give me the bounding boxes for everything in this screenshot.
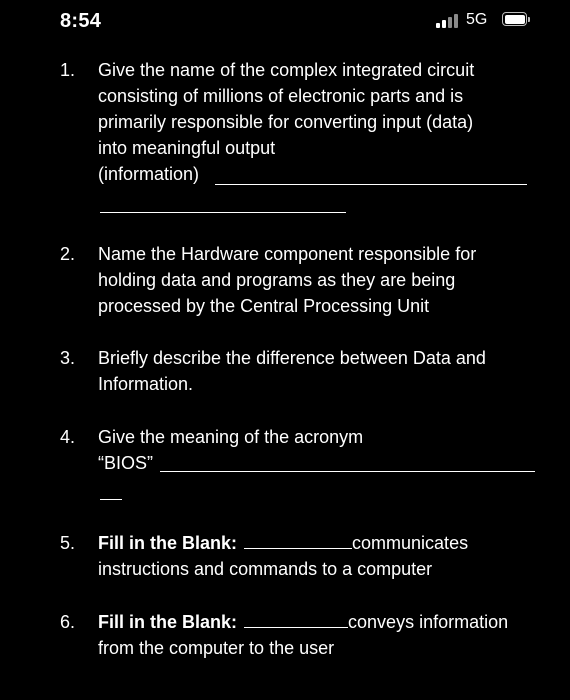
- question-5: [60, 530, 540, 584]
- question-text-line: Give the meaning of the acronym: [98, 427, 364, 447]
- fill-in-blank-label: Fill in the Blank:: [98, 612, 238, 632]
- question-text-line: consisting of millions of electronic parts and is: [98, 86, 464, 106]
- question-number: 1.: [60, 60, 76, 80]
- question-text: conveys information: [348, 612, 509, 632]
- question-4: [60, 424, 540, 504]
- question-text-line: into meaningful output: [98, 138, 276, 158]
- question-2: [60, 241, 540, 321]
- question-text-line: Name the Hardware component responsible for: [98, 244, 477, 264]
- status-bar: [0, 0, 570, 52]
- question-text-line: Briefly describe the difference between Data and: [98, 348, 486, 368]
- question-text-line: primarily responsible for converting input (data): [98, 112, 474, 132]
- question-text-line: Give the name of the complex integrated circuit: [98, 60, 475, 80]
- question-text-line: instructions and commands to a computer: [98, 559, 433, 579]
- question-text: communicates: [352, 533, 469, 553]
- question-6: [60, 609, 540, 663]
- question-number: 4.: [60, 427, 76, 447]
- question-number: 5.: [60, 533, 76, 553]
- question-number: 3.: [60, 348, 76, 368]
- battery-icon: [502, 12, 532, 28]
- fill-in-blank-label: Fill in the Blank:: [98, 533, 238, 553]
- question-text-line: Information.: [98, 374, 194, 394]
- answer-blank[interactable]: [215, 184, 527, 185]
- question-text-line: processed by the Central Processing Unit: [98, 296, 430, 316]
- question-text-line: “BIOS”: [98, 453, 154, 473]
- worksheet-content: [0, 52, 570, 700]
- network-type-label: 5G: [466, 11, 488, 28]
- question-text-line: from the computer to the user: [98, 638, 335, 658]
- question-3: [60, 345, 540, 399]
- answer-blank[interactable]: [100, 499, 122, 500]
- answer-blank[interactable]: [244, 530, 352, 549]
- question-number: 2.: [60, 244, 76, 264]
- answer-blank[interactable]: [244, 609, 348, 628]
- answer-blank[interactable]: [100, 212, 346, 213]
- question-number: 6.: [60, 612, 76, 632]
- question-text-line: holding data and programs as they are being: [98, 270, 456, 290]
- cellular-signal-icon: [436, 14, 460, 28]
- question-text-line: (information): [98, 164, 200, 184]
- status-time: 8:54: [60, 10, 102, 32]
- answer-blank[interactable]: [160, 471, 535, 472]
- question-1: [60, 57, 540, 217]
